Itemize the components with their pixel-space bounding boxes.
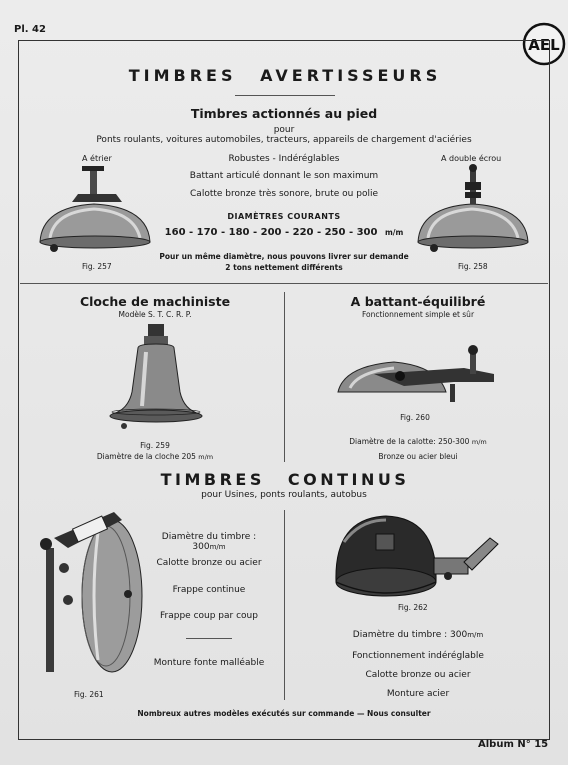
pedal-bell-stirrup-illustration	[36, 162, 156, 262]
battant-material: Bronze ou acier bleui	[378, 452, 458, 461]
machinist-bell-illustration	[104, 322, 208, 434]
column-divider-2	[284, 510, 285, 700]
pedal-note-2: 2 tons nettement différents	[225, 263, 343, 272]
fig-262-label: Fig. 262	[398, 603, 428, 612]
pedal-uses: Ponts roulants, voitures automobiles, tracteurs, appareils de chargement d'aciéries	[96, 135, 472, 145]
continus-right-item-3: Monture acier	[386, 689, 450, 699]
battant-diam-row	[318, 437, 518, 446]
pedal-left-label: A étrier	[82, 154, 112, 163]
continuous-bell-frame-illustration	[34, 508, 146, 684]
battant-desc: Fonctionnement simple et sûr	[361, 310, 475, 319]
column-divider-1	[284, 292, 285, 462]
pedal-right-label: A double écrou	[441, 154, 502, 163]
pedal-note-1: Pour un même diamètre, nous pouvons livrer sur demande	[159, 252, 409, 261]
balanced-striker-bell-illustration	[334, 338, 504, 412]
fig-258-label: Fig. 258	[458, 262, 488, 271]
continus-right-diam: Diamètre du timbre : 300	[352, 630, 468, 640]
diameters-row	[160, 227, 408, 238]
diameters-unit: m/m	[384, 228, 404, 237]
continus-right-diam-row	[318, 630, 518, 640]
continus-right-item-2: Calotte bronze ou acier	[365, 670, 471, 680]
fig-259-label: Fig. 259	[140, 441, 170, 450]
dome-bell-illustration	[330, 512, 504, 604]
continus-left-item-2: Frappe continue	[172, 585, 246, 595]
main-title: TIMBRES AVERTISSEURS	[128, 66, 442, 85]
continus-left-diam-row	[144, 532, 274, 552]
continus-title: TIMBRES CONTINUS	[160, 470, 410, 489]
pedal-feature-3: Calotte bronze très sonore, brute ou polie	[190, 189, 378, 199]
cloche-diam-row	[60, 452, 250, 461]
continus-right-item-1: Fonctionnement indéréglable	[352, 651, 484, 661]
fig-257-label: Fig. 257	[82, 262, 112, 271]
cloche-unit: m/m	[198, 453, 214, 461]
title-rule	[235, 95, 335, 96]
continus-left-diam: Diamètre du timbre : 300	[161, 532, 257, 552]
cloche-heading: Cloche de machiniste	[79, 294, 231, 309]
cloche-diam: Diamètre de la cloche 205	[96, 452, 196, 461]
continus-uses: pour Usines, ponts roulants, autobus	[201, 490, 367, 500]
pedal-feature-2: Battant articulé donnant le son maximum	[189, 171, 379, 181]
pedal-feature-1: Robustes - Indéréglables	[228, 154, 340, 164]
footer-note: Nombreux autres modèles exécutés sur commande — Nous consulter	[137, 709, 431, 718]
pedal-heading: Timbres actionnés au pied	[190, 106, 378, 121]
battant-unit: m/m	[471, 438, 487, 446]
continus-left-mount: Monture fonte malléable	[153, 658, 265, 668]
battant-diam: Diamètre de la calotte: 250-300	[349, 437, 470, 446]
cloche-model: Modèle S. T. C. R. P.	[118, 310, 192, 319]
svg-text:AEL: AEL	[528, 36, 560, 54]
diameters-values: 160 - 170 - 180 - 200 - 220 - 250 - 300	[164, 227, 378, 238]
plate-number: Pl. 42	[14, 24, 46, 35]
continus-right-unit: m/m	[467, 631, 484, 639]
section-divider-1	[20, 283, 548, 284]
continus-left-unit: m/m	[209, 543, 226, 551]
pedal-pour: pour	[273, 125, 295, 135]
fig-260-label: Fig. 260	[400, 413, 430, 422]
continus-left-item-1: Calotte bronze ou acier	[156, 558, 262, 568]
continus-left-item-3: Frappe coup par coup	[160, 611, 258, 621]
continus-left-rule	[186, 638, 232, 639]
diam-heading: DIAMÈTRES COURANTS	[227, 212, 341, 221]
pedal-bell-double-nut-illustration	[414, 162, 534, 262]
fig-261-label: Fig. 261	[74, 690, 104, 699]
battant-heading: A battant-équilibré	[350, 294, 486, 309]
album-number: Album N° 15	[478, 739, 549, 750]
